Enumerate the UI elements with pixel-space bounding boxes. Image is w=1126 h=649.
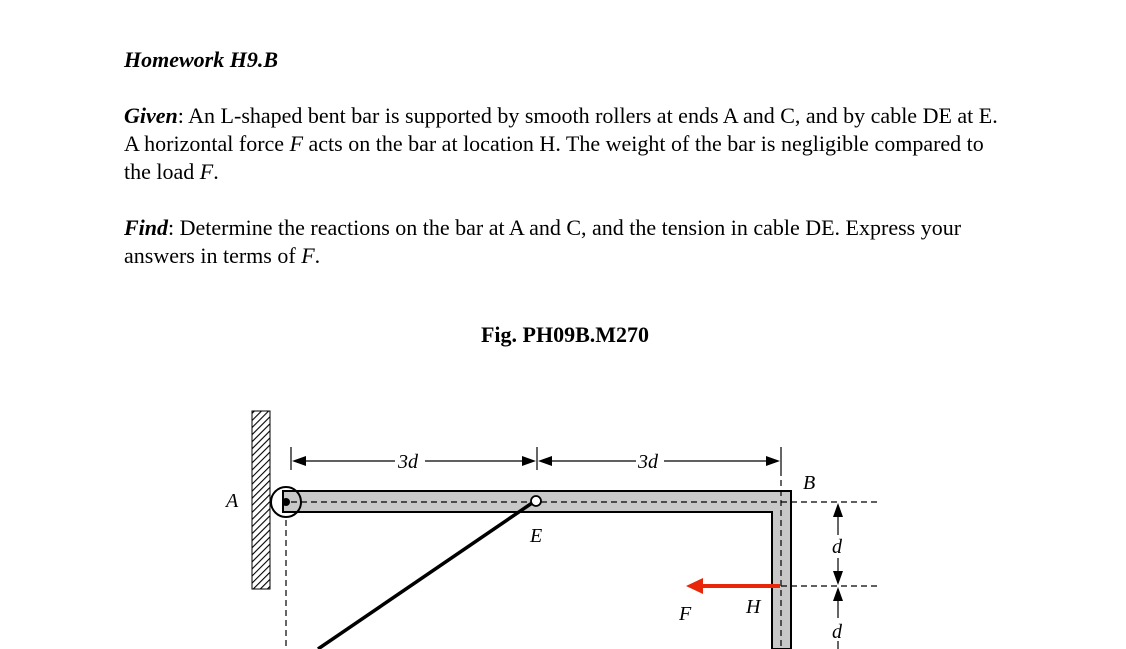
figure-title: Fig. PH09B.M270 bbox=[480, 322, 650, 347]
dim-d-upper-label: d bbox=[832, 536, 842, 558]
dim-d-lower-arrow-top bbox=[833, 587, 843, 601]
given-text-3: . bbox=[213, 159, 219, 184]
given-force-symbol-2: F bbox=[199, 159, 214, 184]
dim-arrow-right-end bbox=[766, 456, 780, 466]
force-f-arrowhead bbox=[686, 578, 703, 594]
cable-de bbox=[318, 501, 535, 649]
given-force-symbol-1: F bbox=[289, 131, 304, 156]
dim-label-left: 3d bbox=[398, 451, 418, 473]
given-label: Given bbox=[124, 103, 178, 128]
dim-label-right: 3d bbox=[638, 451, 658, 473]
wall-support bbox=[252, 411, 270, 589]
homework-title: Homework H9.B bbox=[124, 47, 279, 72]
l-shaped-bar bbox=[283, 491, 791, 649]
dim-arrow-right-start bbox=[538, 456, 552, 466]
label-e: E bbox=[530, 525, 543, 547]
dim-arrow-left-start bbox=[292, 456, 306, 466]
label-h: H bbox=[746, 596, 761, 618]
find-force-symbol: F bbox=[301, 243, 315, 268]
given-text-1: : An L-shaped bent bar is supported by smooth rollers at ends A and C, and by cable DE at E. A horizontal force bbox=[124, 103, 998, 156]
dim-d-upper-arrow-top bbox=[833, 503, 843, 517]
given-text-2: acts on the bar at location H. The weight of the bar is negligible compared to the load bbox=[124, 131, 984, 184]
find-label: Find bbox=[124, 215, 169, 240]
pin-a bbox=[282, 498, 290, 506]
label-a: A bbox=[226, 490, 239, 512]
dim-d-upper-arrow-bottom bbox=[833, 571, 843, 585]
find-text-1: : Determine the reactions on the bar at A and C, and the tension in cable DE. Express your answers in terms of bbox=[124, 215, 962, 268]
dim-d-lower-label: d bbox=[832, 621, 842, 643]
dim-arrow-left-end bbox=[522, 456, 536, 466]
find-text-2: . bbox=[314, 243, 321, 268]
pin-e bbox=[531, 496, 541, 506]
label-f: F bbox=[679, 603, 692, 625]
label-b: B bbox=[803, 472, 816, 494]
